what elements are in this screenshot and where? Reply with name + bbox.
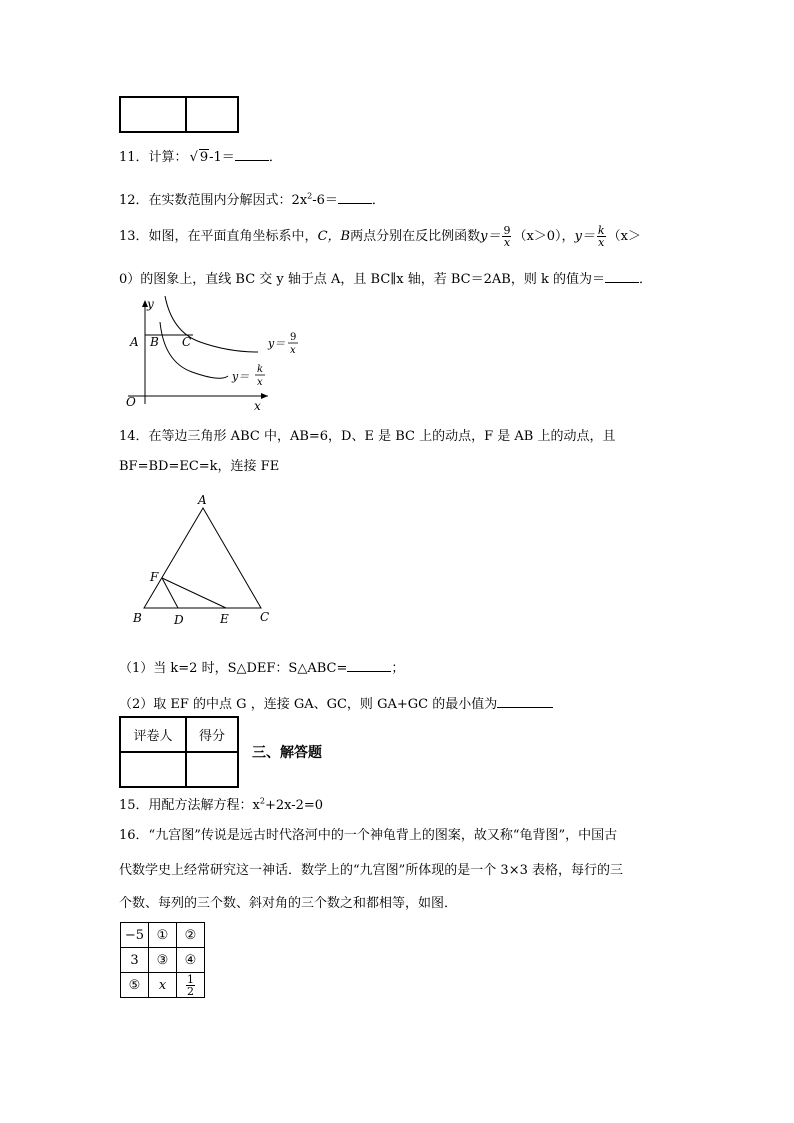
grid-cell: ③ bbox=[149, 948, 177, 973]
table-row bbox=[121, 948, 205, 973]
fraction-9-over-x: $\frac{9}{x}$ bbox=[503, 224, 511, 249]
score-table bbox=[119, 716, 239, 788]
top-box-cell-2 bbox=[186, 97, 238, 132]
question-16-line-2: 代数学史上经常研究这一神话．数学上的“九宫图”所体现的是一个 3×3 表格，每行的三 bbox=[119, 863, 623, 878]
grid-cell: 3 bbox=[121, 948, 149, 973]
x-axis-arrow-icon bbox=[261, 393, 268, 399]
question-14-line-1: 14．在等边三角形 ABC 中，AB=6，D、E 是 BC 上的动点，F 是 AB 上的动点，且 bbox=[119, 429, 616, 444]
question-12: 12．在实数范围内分解因式：$2x^2-6=$ ． bbox=[119, 191, 385, 208]
curve-k-over-x bbox=[160, 322, 228, 378]
top-box-cell-1 bbox=[120, 97, 186, 132]
score-table-header-score: 得分 bbox=[186, 717, 238, 752]
grid-cell: −5 bbox=[121, 923, 149, 948]
label-c: C bbox=[182, 335, 192, 349]
point-f-label: F bbox=[150, 570, 159, 584]
score-table-cell-grader[interactable] bbox=[120, 752, 186, 787]
table-row bbox=[121, 923, 205, 948]
nine-palace-grid bbox=[120, 922, 205, 998]
fraction-k-over-x: $\frac{k}{x}$ bbox=[597, 224, 605, 249]
triangle-abc bbox=[144, 508, 261, 608]
answer-blank-13[interactable] bbox=[605, 272, 639, 283]
section-title: 三、解答题 bbox=[252, 745, 322, 761]
grid-cell: ② bbox=[177, 923, 205, 948]
grid-cell: ⑤ bbox=[121, 973, 149, 998]
point-b-label: B bbox=[133, 611, 142, 625]
label-curve2-num: k bbox=[257, 364, 264, 375]
table-row bbox=[121, 973, 205, 998]
question-14-sub-2: （2）取 EF 的中点 G ，连接 GA、GC，则 GA+GC 的最小值为 bbox=[119, 693, 553, 712]
question-13-line-2: 0）的图象上，直线 BC 交 y 轴于点 A，且 BC∥x 轴，若 BC＝2AB，则 k 的值为＝ ． bbox=[119, 272, 652, 287]
label-o: O bbox=[126, 395, 136, 409]
label-curve2-y: y＝ bbox=[232, 370, 250, 383]
question-13-line-1: 13．如图，在平面直角坐标系中，C，B两点分别在反比例函数y＝ $\frac{9}{x}$ （x＞0），y＝ $\frac{k}{x}$ （x＞ bbox=[119, 224, 641, 249]
question-14-sub-1: （1）当 k=2 时，S△DEF：S△ABC= ； bbox=[119, 661, 405, 676]
label-curve1-y: y＝ bbox=[268, 337, 286, 350]
label-x: x bbox=[254, 399, 261, 413]
label-y: y bbox=[147, 297, 154, 311]
curve-9-over-x bbox=[165, 296, 258, 352]
segment-fd bbox=[162, 578, 178, 608]
question-16-line-1: 16．“九宫图”传说是远古时代洛河中的一个神龟背上的图案，故又称“龟背图”，中国古 bbox=[119, 828, 618, 843]
point-c-label: C bbox=[260, 610, 270, 624]
sqrt-radicand: 9 bbox=[199, 150, 209, 165]
answer-blank-14-2[interactable] bbox=[497, 697, 553, 708]
grid-cell: ④ bbox=[177, 948, 205, 973]
answer-blank-14-1[interactable] bbox=[347, 661, 391, 672]
score-table-header-grader: 评卷人 bbox=[120, 717, 186, 752]
figure-13-graph bbox=[120, 292, 310, 416]
figure-14-triangle bbox=[130, 490, 280, 630]
segment-fe bbox=[162, 578, 226, 608]
label-curve1-num: 9 bbox=[290, 332, 297, 343]
point-e-label: E bbox=[220, 612, 229, 626]
label-curve2-den: x bbox=[257, 377, 263, 388]
point-d-label: D bbox=[174, 613, 184, 627]
question-15: 15．用配方法解方程：$x^2+2x-2=0$ bbox=[119, 796, 324, 813]
point-a-label: A bbox=[198, 493, 207, 507]
label-b: B bbox=[150, 335, 159, 349]
grid-cell-fraction: $\frac{1}{2}$ bbox=[177, 973, 205, 998]
grid-cell: x bbox=[149, 973, 177, 998]
question-14-line-2: BF=BD=EC=k，连接 FE bbox=[119, 459, 280, 474]
label-a: A bbox=[130, 335, 139, 349]
question-11: 11．计算： √ 9-1＝ ． bbox=[119, 150, 282, 165]
answer-blank-11[interactable] bbox=[235, 150, 269, 161]
score-table-cell-score[interactable] bbox=[186, 752, 238, 787]
top-score-box bbox=[119, 96, 239, 133]
question-16-line-3: 个数、每列的三个数、斜对角的三个数之和都相等，如图． bbox=[119, 896, 458, 911]
answer-blank-12[interactable] bbox=[338, 193, 372, 204]
grid-cell: ① bbox=[149, 923, 177, 948]
label-curve1-den: x bbox=[290, 345, 296, 356]
